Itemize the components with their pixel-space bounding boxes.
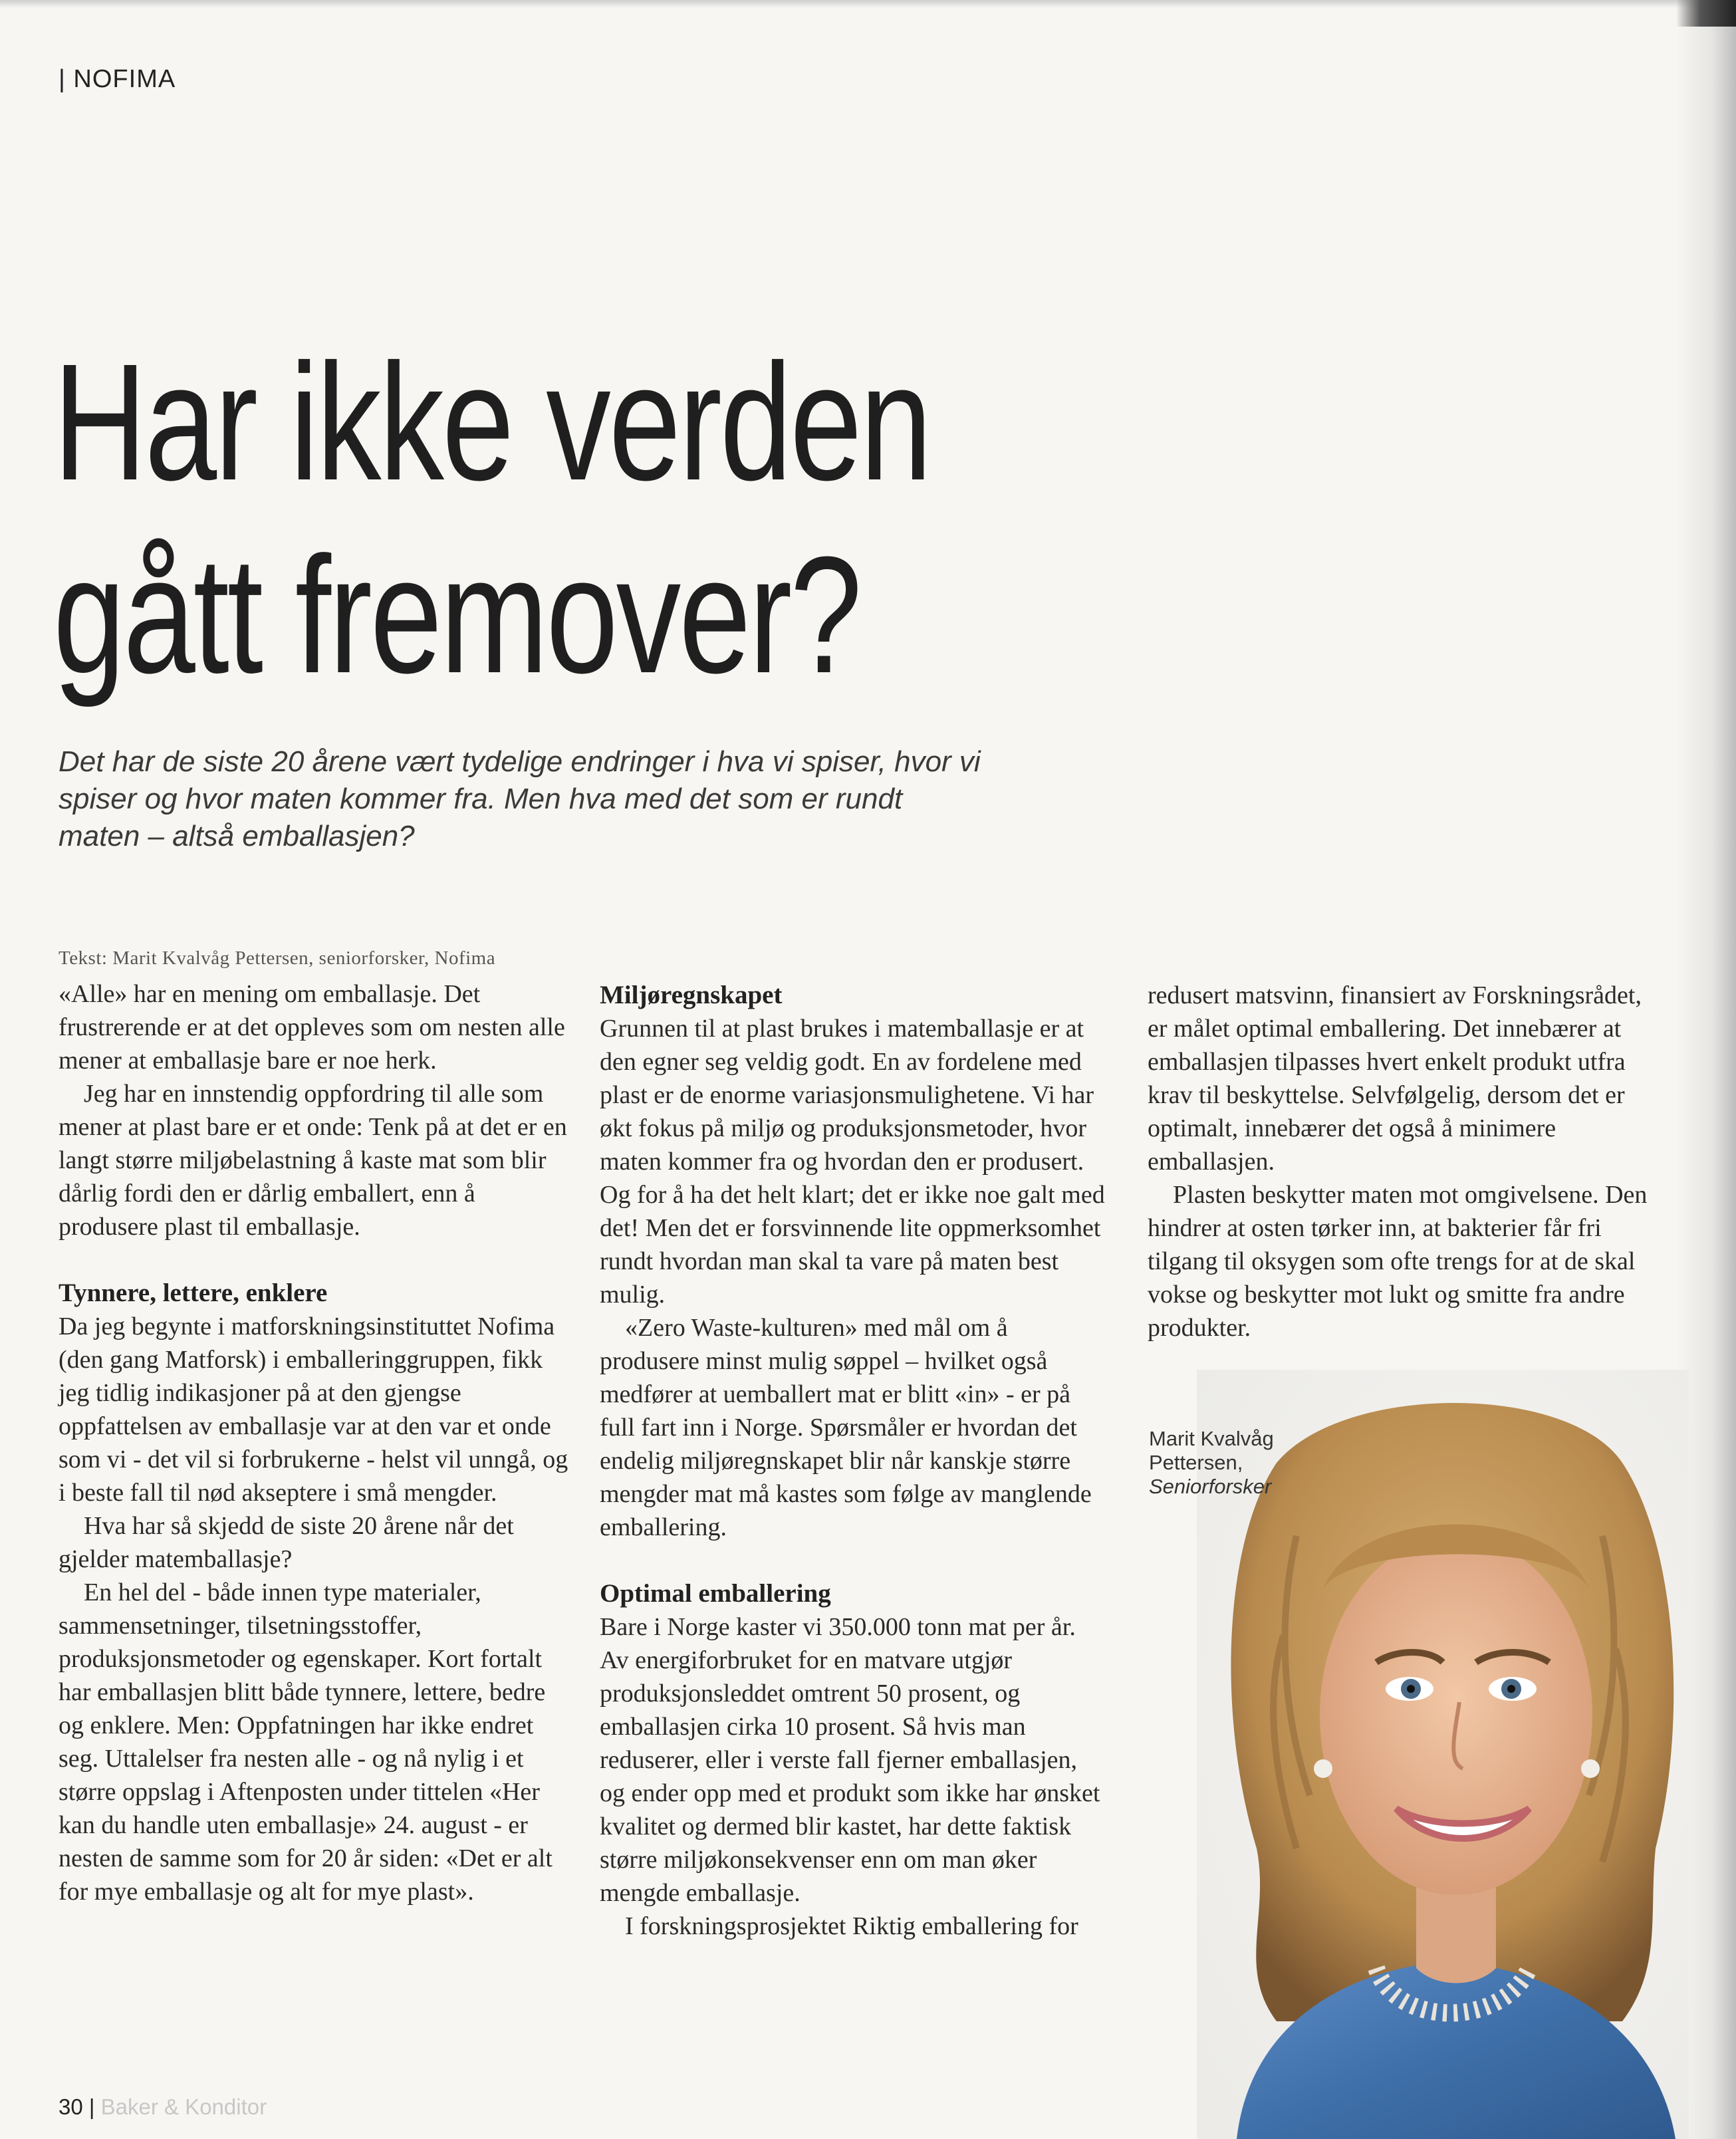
lede: Det har de siste 20 årene vært tydelige endringer i hva vi spiser, hvor vi spiser og hvor maten kommer fra. Men hva med det som er rundt maten – altså emballasjen? — [59, 745, 981, 852]
column-3 — [1148, 979, 1653, 1344]
paragraph: Jeg har en innstendig oppfordring til alle som mener at plast bare er et onde: Tenk på at det er en langt større miljøbelastning å kaste mat som blir dårlig fordi den er dårlig emballert, enn å produsere plast til emballasje. — [59, 1080, 567, 1241]
paragraph: Da jeg begynte i matforskningsinstituttet Nofima (den gang Matforsk) i emballeringgruppen, fikk jeg tidlig indikasjoner på at den gjengse oppfattelsen av emballasje var at den var et onde som vi - det vil si forbrukerne - helst vil unngå, og i beste fall til nød akseptere i små mengder. — [59, 1313, 568, 1507]
caption-name-1: Marit Kvalvåg — [1149, 1427, 1274, 1450]
section-label: | NOFIMA — [59, 65, 176, 93]
caption-name-2: Pettersen, — [1149, 1451, 1243, 1474]
paragraph: Grunnen til at plast brukes i matemballasje er at den egner seg veldig godt. En av fordelene med plast er de enorme variasjonsmulighetene. Vi har økt fokus på miljø og produksjonsmetoder, hvor maten kommer fra og hvordan den er produsert. Og for å ha det helt klart; det er ikke noe galt med det! Men det er forsvinnende lite oppmerksomhet rundt hvordan man skal ta vare på maten best mulig. — [600, 1015, 1105, 1309]
paragraph: redusert matsvinn, finansiert av Forskningsrådet, er målet optimal emballering. Det innebærer at emballasjen tilpasses hvert enkelt produkt utfra krav til beskyttelse. Selvfølgelig, dersom det er optimalt, innebærer det også å minimere emballasjen. — [1148, 981, 1642, 1176]
caption-role: Seniorforsker — [1149, 1475, 1272, 1498]
subheading-miljoregnskapet: Miljøregnskapet — [600, 981, 783, 1009]
paragraph: Hva har så skjedd de siste 20 årene når det gjelder matemballasje? — [59, 1512, 514, 1573]
headline-line-2: gått fremover? — [53, 522, 860, 707]
magazine-name: Baker & Konditor — [100, 2094, 267, 2119]
paragraph: «Alle» har en mening om emballasje. Det frustrerende er at det oppleves som om nesten alle mener at emballasje bare er noe herk. — [59, 980, 565, 1074]
paragraph: Bare i Norge kaster vi 350.000 tonn mat per år. Av energiforbruket for en matvare utgjør produksjonsleddet omtrent 50 prosent, og emballasjen cirka 10 prosent. Så hvis man reduserer, eller i verste fall fjerner emballasjen, og ender opp med et produkt som ikke har ønsket kvalitet og dermed blir kastet, har dette faktisk større miljøkonsekvenser enn om man øker mengde emballasje. — [600, 1613, 1100, 1907]
scan-corner — [1676, 0, 1736, 27]
paragraph: En hel del - både innen type materialer, sammensetninger, tilsetningsstoffer, produksjonsmetoder og egenskaper. Kort fortalt har emballasjen blitt både tynnere, lettere, bedre og enklere. Men: Oppfatningen har ikke endret seg. Uttalelser fra nesten alle - og nå nylig i et større oppslag i Aftenposten under tittelen «Her kan du handle uten emballasje» 24. august - er nesten de samme som for 20 år siden: «Det er alt for mye emballasje og alt for mye plast». — [59, 1578, 553, 1906]
photo-caption — [1149, 1427, 1348, 1499]
paragraph: Plasten beskytter maten mot omgivelsene. Den hindrer at osten tørker inn, at bakterier får fri tilgang til oksygen som ofte trengs for at de skal vokse og beskytter mot lukt og smitte fra andre produkter. — [1148, 1181, 1648, 1342]
column-2 — [600, 979, 1105, 1943]
earring-right — [1581, 1759, 1600, 1778]
scan-edge-top — [0, 0, 1736, 8]
headline — [53, 326, 935, 711]
column-1 — [59, 977, 570, 1908]
headline-line-1: Har ikke verden — [53, 329, 930, 515]
paragraph: I forskningsprosjektet Riktig emballering for — [625, 1912, 1078, 1940]
earring-left — [1314, 1759, 1332, 1778]
page-footer — [59, 2094, 267, 2120]
byline: Tekst: Marit Kvalvåg Pettersen, seniorforsker, Nofima — [59, 947, 496, 969]
paragraph: «Zero Waste-kulturen» med mål om å produsere minst mulig søppel – hvilket også medfører at uemballert mat er blitt «in» - er på full fart inn i Norge. Spørsmåler er hvordan det endelig miljøregnskapet blir når kanskje større mengder mat må kastes som følge av manglende emballering. — [600, 1314, 1092, 1541]
subheading-tynnere: Tynnere, lettere, enklere — [59, 1279, 328, 1307]
page-number: 30 | — [59, 2094, 95, 2119]
subheading-optimal-emballering: Optimal emballering — [600, 1579, 831, 1608]
